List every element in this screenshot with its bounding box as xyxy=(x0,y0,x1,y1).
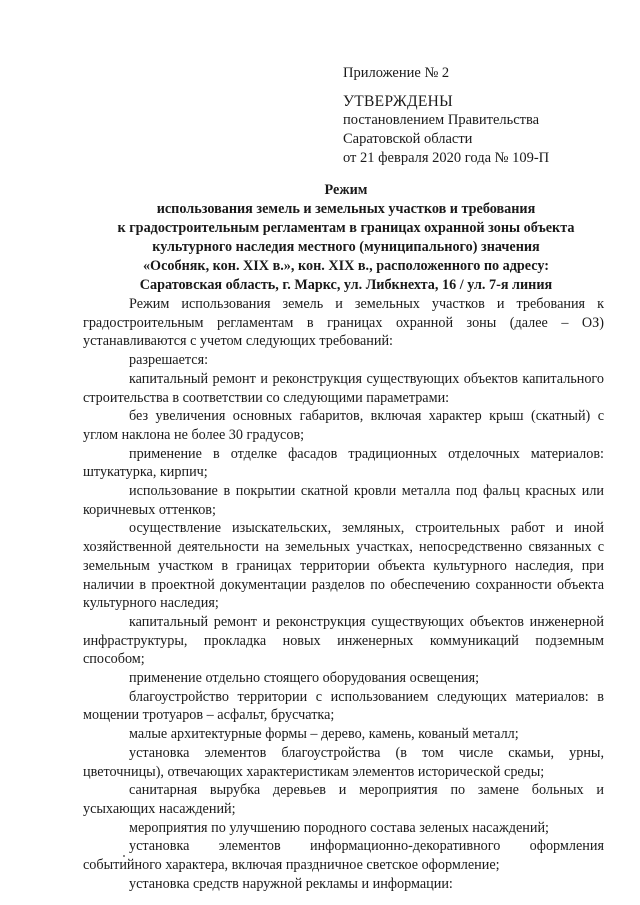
body-paragraph: малые архитектурные формы – дерево, камень, кованый металл; xyxy=(129,726,519,743)
approval-line: от 21 февраля 2020 года № 109-П xyxy=(343,150,550,166)
approved-label: УТВЕРЖДЕНЫ xyxy=(343,93,453,110)
body-paragraph: применение в отделке фасадов традиционных отделочных материалов: штукатурка, кирпич; xyxy=(83,445,604,481)
body-paragraph: санитарная вырубка деревьев и мероприятия по замене больных и усыхающих насаждений; xyxy=(83,782,604,817)
scan-speck xyxy=(123,855,125,857)
body-paragraph: установка элементов информационно-декоративного оформления событийного характера, включая праздничное светское оформление; xyxy=(83,838,604,874)
document-body xyxy=(83,295,604,894)
body-paragraph: Режим использования земель и земельных участков и требования к градостроительным регламентам в границах охранной зоны (далее – ОЗ) устанавливаются с учетом следующих требований: xyxy=(83,296,604,350)
body-paragraph: без увеличения основных габаритов, включая характер крыш (скатный) с углом наклона не более 30 градусов; xyxy=(83,408,604,443)
heading-line: культурного наследия местного (муниципального) значения xyxy=(152,239,540,255)
approval-block xyxy=(343,64,623,168)
heading-line: Саратовская область, г. Маркс, ул. Либкнехта, 16 / ул. 7-я линия xyxy=(139,277,553,293)
body-paragraph: использование в покрытии скатной кровли металла под фальц красных или коричневых оттенков; xyxy=(83,483,604,518)
body-paragraph: осуществление изыскательских, земляных, строительных работ и иной хозяйственной деятельности на земельных участках, непосредственно связанных с земельным участком в границах территории объекта культурного наследия, при наличии в проектной документации разделов по обеспечению сохранности объекта культурного наследия; xyxy=(83,520,604,612)
heading-line: «Особняк, кон. XIX в.», кон. XIX в., расположенного по адресу: xyxy=(142,258,550,274)
body-paragraph: капитальный ремонт и реконструкция существующих объектов капитального строительства в соответствии со следующими параметрами: xyxy=(83,370,604,406)
heading-line: к градостроительным регламентам в границах охранной зоны объекта xyxy=(117,220,575,236)
body-paragraph: применение отдельно стоящего оборудования освещения; xyxy=(129,670,480,687)
body-paragraph: мероприятия по улучшению породного состава зеленых насаждений; xyxy=(129,819,549,836)
approval-line: Саратовской области xyxy=(343,131,473,147)
body-paragraph: благоустройство территории с использованием следующих материалов: в мощении тротуаров – асфальт, брусчатка; xyxy=(83,688,604,724)
body-paragraph: установка элементов благоустройства (в том числе скамьи, урны, цветочницы), отвечающих характеристикам элементов исторической среды; xyxy=(83,744,604,780)
body-paragraph: установка средств наружной рекламы и информации: xyxy=(129,875,453,892)
approval-line: постановлением Правительства xyxy=(343,112,540,128)
document-heading xyxy=(86,181,606,295)
appendix-number: Приложение № 2 xyxy=(343,65,450,81)
heading-line: использования земель и земельных участков и требования xyxy=(156,201,536,217)
body-paragraph: разрешается: xyxy=(129,352,209,369)
heading-title: Режим xyxy=(324,182,368,198)
body-paragraph: капитальный ремонт и реконструкция существующих объектов инженерной инфраструктуры, прокладка новых инженерных коммуникаций подземным способом; xyxy=(83,613,604,668)
